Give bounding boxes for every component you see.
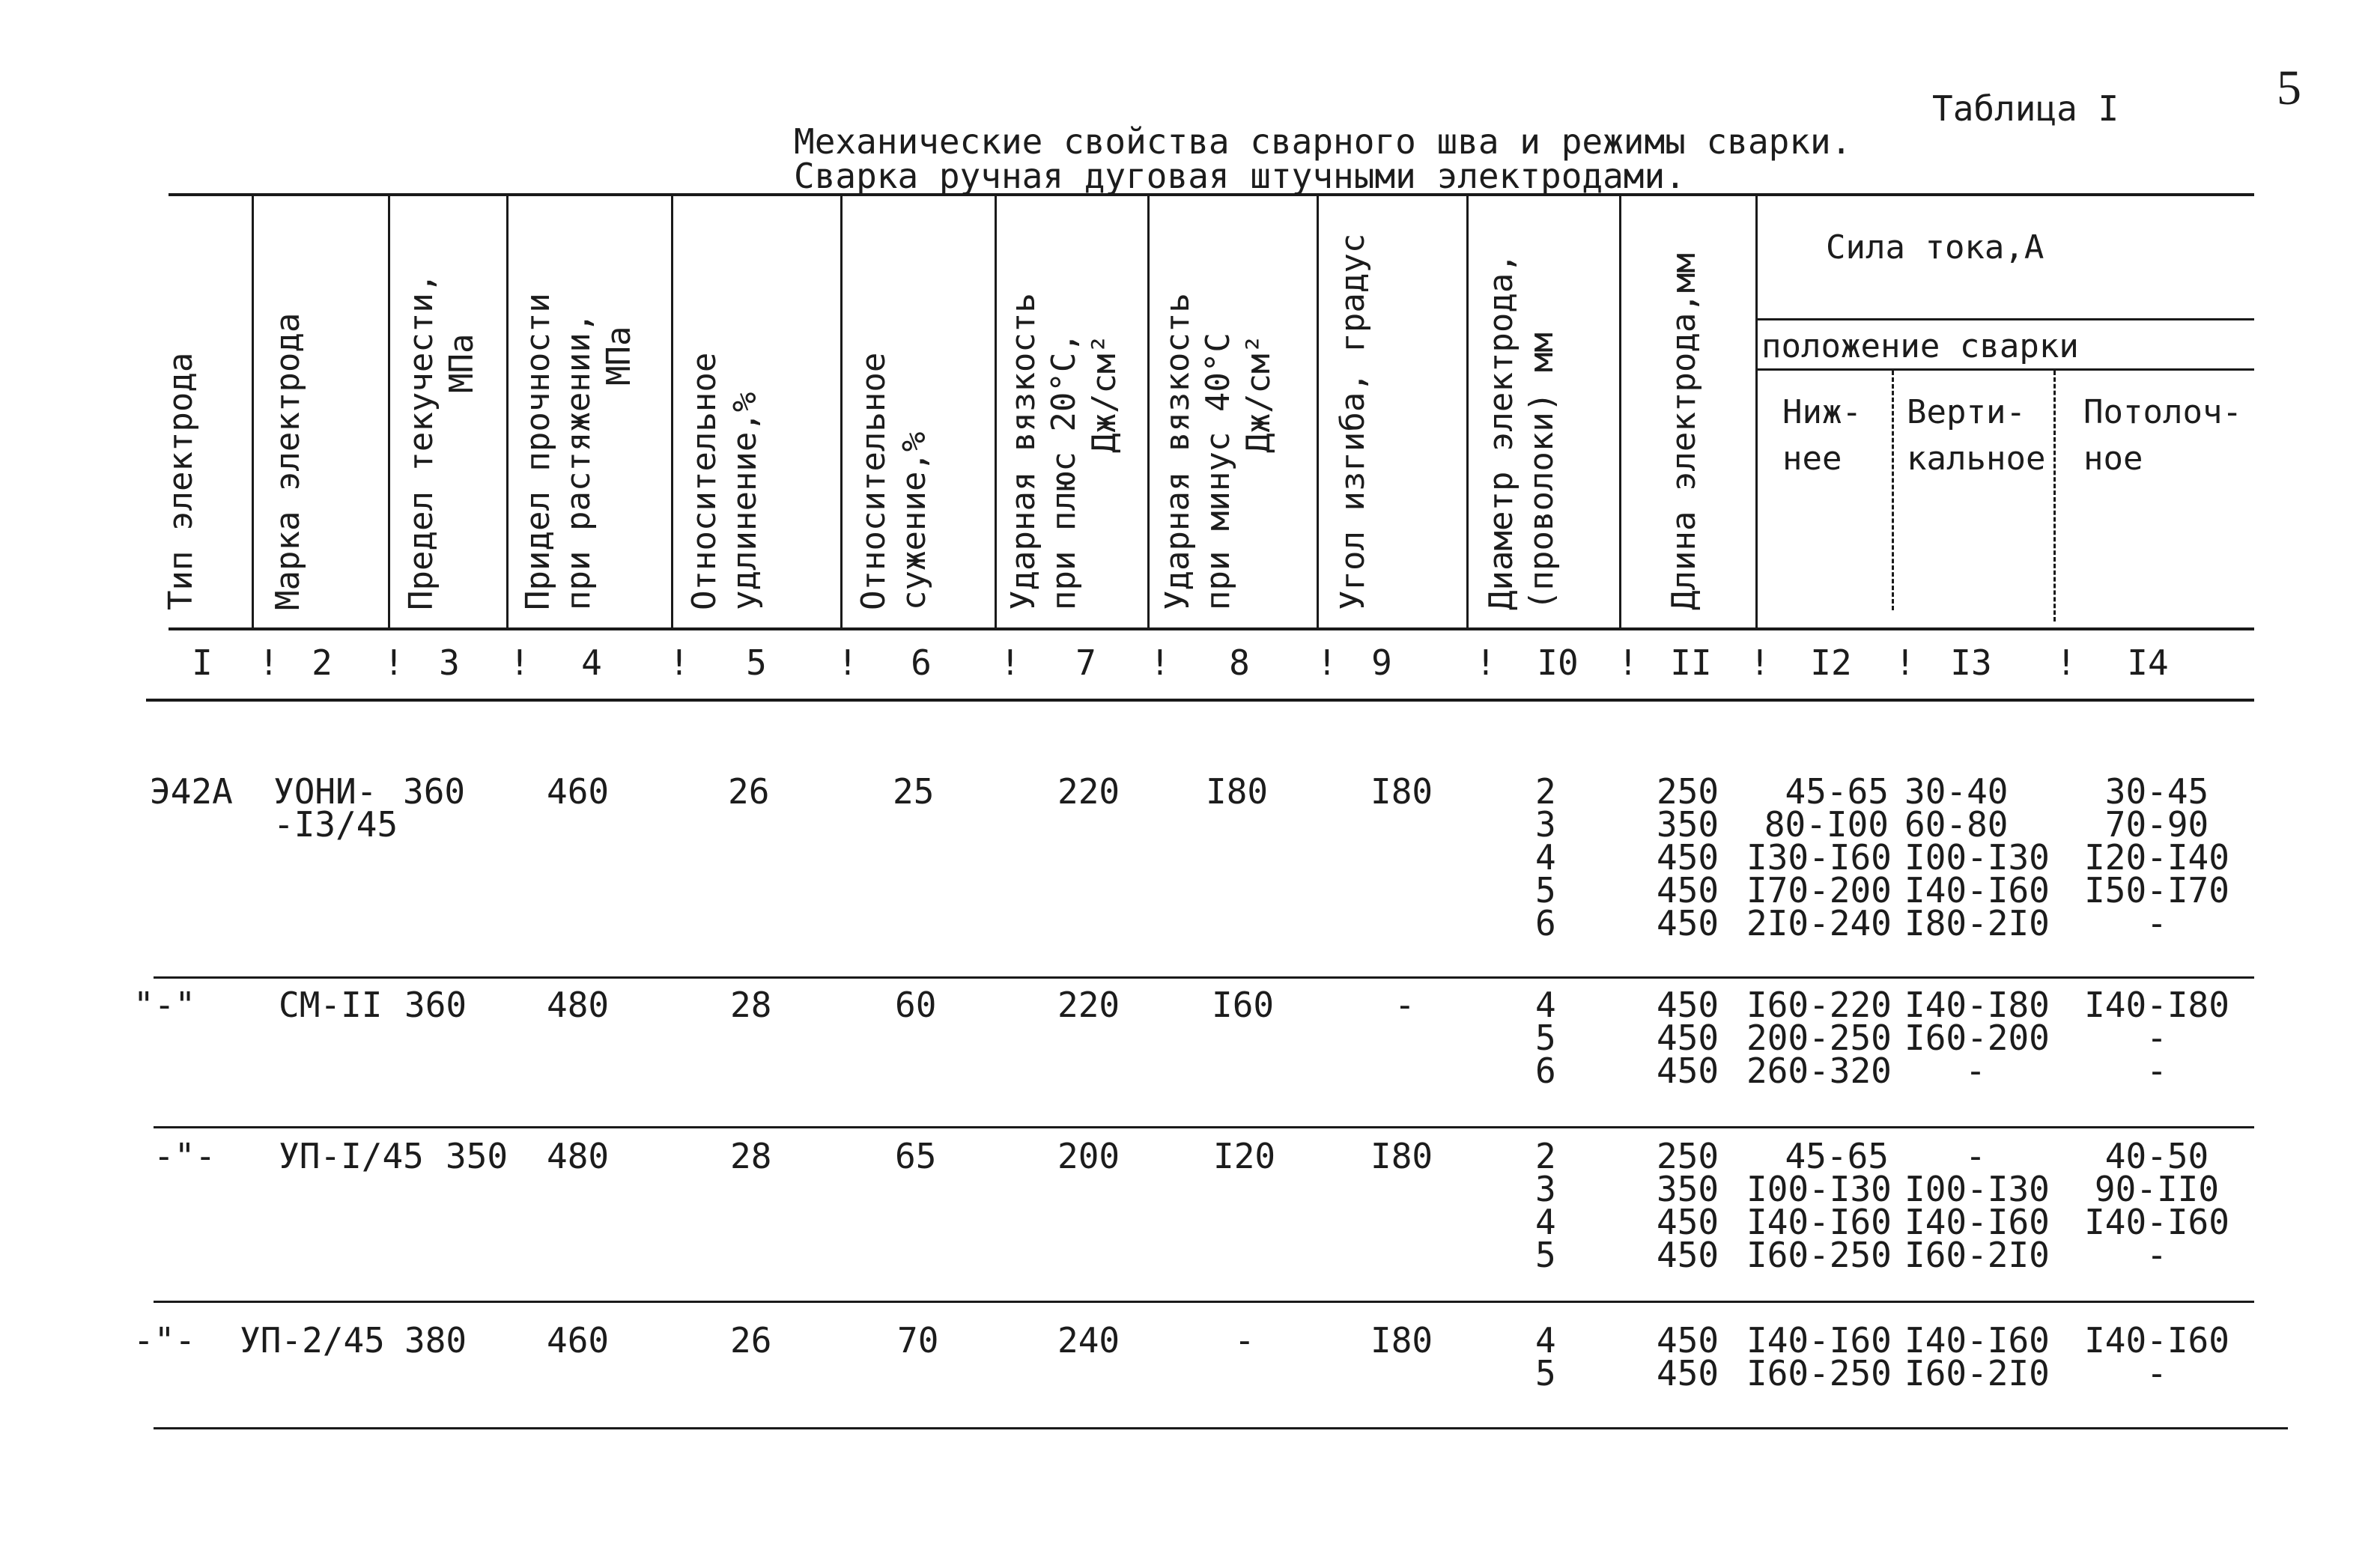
cell-strength: 460: [547, 1320, 610, 1361]
cell-diameter: 4 5 6: [1535, 985, 1556, 1091]
cell-yield: 360: [403, 771, 466, 812]
table-title-line-2: Сварка ручная дуговая штучными электродами.: [794, 156, 1686, 196]
cell-elongation: 28: [730, 985, 772, 1025]
cell-bend-angle: I80: [1370, 771, 1433, 812]
cell-brand: СМ-II: [279, 985, 383, 1025]
position-divider: [2053, 371, 2056, 621]
column-separator: !: [1000, 642, 1021, 683]
cell-length: 250 350 450 450: [1657, 1136, 1719, 1275]
column-separator: !: [1475, 642, 1496, 683]
row-rule-1: [154, 976, 2254, 979]
cell-type: -"-: [154, 1136, 216, 1176]
table-label: Таблица I: [1932, 88, 2119, 129]
header-ceiling: Потолоч- ное: [2083, 393, 2242, 478]
header-divider: [995, 195, 997, 627]
header-divider: [1317, 195, 1319, 627]
column-separator: !: [837, 642, 858, 683]
cell-brand: УП-I/45: [279, 1136, 424, 1176]
cell-current-lower: I60-220 200-250 260-320: [1746, 985, 1892, 1091]
cell-current-lower: I40-I60 I60-250: [1746, 1320, 1892, 1393]
cell-impact-plus20: 200: [1057, 1136, 1120, 1176]
page-number: 5: [2277, 61, 2301, 115]
column-separator: !: [509, 642, 530, 683]
cell-impact-minus40: I60: [1212, 985, 1275, 1025]
column-number: 2: [312, 642, 333, 683]
header-divider: [388, 195, 390, 627]
cell-length: 450 450 450: [1657, 985, 1719, 1091]
cell-yield: 350: [446, 1136, 509, 1176]
cell-diameter: 4 5: [1535, 1320, 1556, 1393]
column-separator: !: [1749, 642, 1770, 683]
column-number: 3: [439, 642, 460, 683]
cell-elongation: 28: [730, 1136, 772, 1176]
cell-yield: 380: [404, 1320, 467, 1361]
cell-type: -"-: [133, 1320, 196, 1361]
cell-current-ceiling: I40-I60 -: [2084, 1320, 2229, 1393]
cell-brand: УОНИ- -I3/45: [273, 771, 398, 845]
cell-strength: 460: [547, 771, 610, 812]
position-divider: [1892, 371, 1894, 610]
column-number: I4: [2127, 642, 2169, 683]
header-divider: [1147, 195, 1150, 627]
column-number: 5: [746, 642, 767, 683]
cell-narrowing: 70: [897, 1320, 939, 1361]
cell-current-vertical: - I00-I30 I40-I60 I60-2I0: [1904, 1136, 2050, 1275]
cell-diameter: 2 3 4 5 6: [1535, 771, 1556, 943]
cell-impact-plus20: 240: [1057, 1320, 1120, 1361]
cell-bend-angle: -: [1394, 985, 1415, 1025]
column-number: 8: [1229, 642, 1250, 683]
table-top-rule: [169, 193, 2254, 196]
cell-current-lower: 45-65 80-I00 I30-I60 I70-200 2I0-240: [1746, 771, 1892, 943]
column-separator: !: [1317, 642, 1338, 683]
column-number: I2: [1810, 642, 1852, 683]
cell-current-vertical: I40-I60 I60-2I0: [1904, 1320, 2050, 1393]
header-bottom-rule: [169, 627, 2254, 630]
cell-brand: УП-2/45: [240, 1320, 385, 1361]
cell-current-ceiling: I40-I80 - -: [2084, 985, 2229, 1091]
column-separator: !: [1618, 642, 1639, 683]
column-number: I: [192, 642, 213, 683]
table-title-line-1: Механические свойства сварного шва и режимы сварки.: [794, 121, 1852, 162]
cell-impact-minus40: -: [1234, 1320, 1255, 1361]
cell-length: 250 350 450 450 450: [1657, 771, 1719, 943]
cell-current-lower: 45-65 I00-I30 I40-I60 I60-250: [1746, 1136, 1892, 1275]
header-vertical: Верти- кальное: [1907, 393, 2046, 478]
cell-yield: 360: [404, 985, 467, 1025]
column-number: 9: [1371, 642, 1392, 683]
cell-impact-minus40: I80: [1206, 771, 1269, 812]
column-number: I0: [1537, 642, 1579, 683]
cell-bend-angle: I80: [1370, 1136, 1433, 1176]
cell-current-ceiling: 30-45 70-90 I20-I40 I50-I70 -: [2084, 771, 2229, 943]
header-welding-position: положение сварки: [1761, 327, 2079, 365]
column-separator: !: [1150, 642, 1171, 683]
cell-impact-plus20: 220: [1057, 985, 1120, 1025]
cell-current-ceiling: 40-50 90-II0 I40-I60 -: [2084, 1136, 2229, 1275]
column-number: 7: [1075, 642, 1096, 683]
cell-length: 450 450: [1657, 1320, 1719, 1393]
header-divider: [840, 195, 843, 627]
cell-narrowing: 65: [895, 1136, 937, 1176]
column-separator: !: [383, 642, 404, 683]
column-numbers-rule: [146, 699, 2254, 702]
header-divider: [1755, 195, 1758, 627]
cell-strength: 480: [547, 1136, 610, 1176]
header-divider: [671, 195, 673, 627]
cell-elongation: 26: [730, 1320, 772, 1361]
cell-elongation: 26: [728, 771, 770, 812]
cell-narrowing: 60: [895, 985, 937, 1025]
column-number: II: [1670, 642, 1712, 683]
header-current: Сила тока,А: [1826, 228, 2044, 267]
header-divider: [1619, 195, 1621, 627]
header-divider: [1466, 195, 1469, 627]
row-rule-3: [154, 1301, 2254, 1303]
column-separator: !: [258, 642, 279, 683]
column-number: 4: [581, 642, 602, 683]
column-separator: !: [669, 642, 690, 683]
cell-current-vertical: 30-40 60-80 I00-I30 I40-I60 I80-2I0: [1904, 771, 2050, 943]
cell-narrowing: 25: [893, 771, 935, 812]
cell-bend-angle: I80: [1370, 1320, 1433, 1361]
column-separator: !: [1895, 642, 1916, 683]
cell-current-vertical: I40-I80 I60-200 -: [1904, 985, 2050, 1091]
cell-strength: 480: [547, 985, 610, 1025]
cell-type: "-": [133, 985, 196, 1025]
cell-type: Э42А: [150, 771, 233, 812]
column-separator: !: [2056, 642, 2077, 683]
cell-impact-plus20: 220: [1057, 771, 1120, 812]
header-lower: Ниж- нее: [1782, 393, 1862, 478]
current-header-rule: [1756, 318, 2254, 320]
cell-diameter: 2 3 4 5: [1535, 1136, 1556, 1275]
column-number: I3: [1950, 642, 1992, 683]
header-divider: [252, 195, 254, 627]
column-number: 6: [911, 642, 932, 683]
row-rule-2: [154, 1126, 2254, 1128]
table-bottom-rule: [154, 1427, 2288, 1429]
header-divider: [506, 195, 509, 627]
cell-impact-minus40: I20: [1213, 1136, 1276, 1176]
